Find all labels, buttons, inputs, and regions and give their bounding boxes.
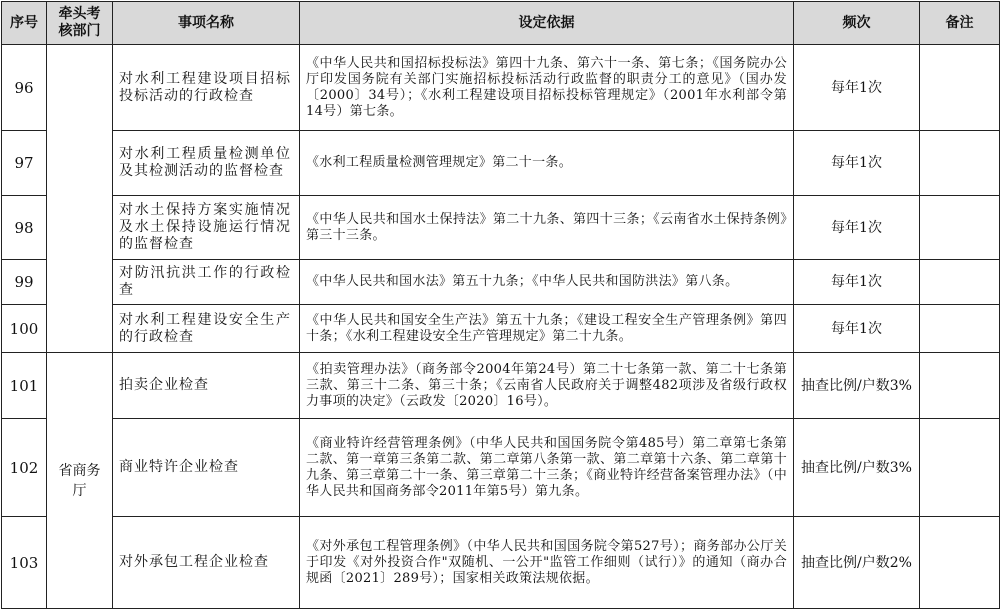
- frequency: 抽查比例/户数3%: [794, 353, 920, 419]
- inspection-items-table: [1, 1, 1000, 609]
- basis-text: 《对外承包工程管理条例》（中华人民共和国国务院令第527号）；商务部办公厅关于印发《对外投资合作"双随机、一公开"监管工作细则（试行）》的通知（商办合规函〔2021〕289号）；国家相关政策法规依据。: [300, 517, 794, 609]
- note-cell: [920, 305, 1000, 353]
- basis-text: 《拍卖管理办法》（商务部令2004年第24号）第二十七条第一款、第二十七条第三款、第三十二条、第三十条；《云南省人民政府关于调整482项涉及省级行政权力事项的决定》（云政发〔2020〕16号）。: [300, 353, 794, 419]
- item-name: 对水利工程建设项目招标投标活动的行政检查: [113, 45, 300, 131]
- row-number: 100: [2, 305, 47, 353]
- dept-cell: 省商务厅: [47, 353, 113, 609]
- row-number: 102: [2, 419, 47, 517]
- row-number: 101: [2, 353, 47, 419]
- table-row: [2, 196, 1000, 260]
- basis-text: 《水利工程质量检测管理规定》第二十一条。: [300, 131, 794, 196]
- item-name: 拍卖企业检查: [113, 353, 300, 419]
- basis-text: 《中华人民共和国招标投标法》第四十九条、第六十一条、第七条；《国务院办公厅印发国务院有关部门实施招标投标活动行政监督的职责分工的意见》（国办发〔2000〕34号）；《水利工程建设项目招标投标管理规定》（2001年水利部令第14号）第七条。: [300, 45, 794, 131]
- frequency: 每年1次: [794, 196, 920, 260]
- frequency: 每年1次: [794, 305, 920, 353]
- note-cell: [920, 353, 1000, 419]
- header-basis: 设定依据: [300, 2, 794, 45]
- header-no: 序号: [2, 2, 47, 45]
- table-row: [2, 419, 1000, 517]
- frequency: 每年1次: [794, 45, 920, 131]
- header-note: 备注: [920, 2, 1000, 45]
- dept-cell: [47, 45, 113, 353]
- note-cell: [920, 131, 1000, 196]
- header-name: 事项名称: [113, 2, 300, 45]
- item-name: 对水土保持方案实施情况及水土保持设施运行情况的监督检查: [113, 196, 300, 260]
- table-row: [2, 517, 1000, 609]
- row-number: 96: [2, 45, 47, 131]
- frequency: 抽查比例/户数3%: [794, 419, 920, 517]
- basis-text: 《中华人民共和国水法》第五十九条；《中华人民共和国防洪法》第八条。: [300, 260, 794, 305]
- item-name: 对水利工程质量检测单位及其检测活动的监督检查: [113, 131, 300, 196]
- frequency: 每年1次: [794, 131, 920, 196]
- table-row: [2, 131, 1000, 196]
- table-row: [2, 305, 1000, 353]
- note-cell: [920, 260, 1000, 305]
- table-row: [2, 353, 1000, 419]
- table-row: [2, 260, 1000, 305]
- table-header-row: [2, 2, 1000, 45]
- frequency: 每年1次: [794, 260, 920, 305]
- item-name: 对外承包工程企业检查: [113, 517, 300, 609]
- basis-text: 《中华人民共和国安全生产法》第五十九条；《建设工程安全生产管理条例》第四十条；《水利工程建设安全生产管理规定》第二十九条。: [300, 305, 794, 353]
- basis-text: 《中华人民共和国水土保持法》第二十九条、第四十三条；《云南省水土保持条例》第三十三条。: [300, 196, 794, 260]
- item-name: 对防汛抗洪工作的行政检查: [113, 260, 300, 305]
- basis-text: 《商业特许经营管理条例》（中华人民共和国国务院令第485号）第二章第七条第二款、第一章第三条第二款、第二章第八条第一款、第二章第十六条、第二章第十九条、第三章第二十一条、第三章第二十三条；《商业特许经营备案管理办法》（中华人民共和国商务部令2011年第5号）第九条。: [300, 419, 794, 517]
- row-number: 97: [2, 131, 47, 196]
- item-name: 对水利工程建设安全生产的行政检查: [113, 305, 300, 353]
- row-number: 99: [2, 260, 47, 305]
- frequency: 抽查比例/户数2%: [794, 517, 920, 609]
- row-number: 103: [2, 517, 47, 609]
- note-cell: [920, 45, 1000, 131]
- item-name: 商业特许企业检查: [113, 419, 300, 517]
- note-cell: [920, 196, 1000, 260]
- header-dept: 牵头考核部门: [47, 2, 113, 45]
- row-number: 98: [2, 196, 47, 260]
- note-cell: [920, 517, 1000, 609]
- table-row: [2, 45, 1000, 131]
- note-cell: [920, 419, 1000, 517]
- header-freq: 频次: [794, 2, 920, 45]
